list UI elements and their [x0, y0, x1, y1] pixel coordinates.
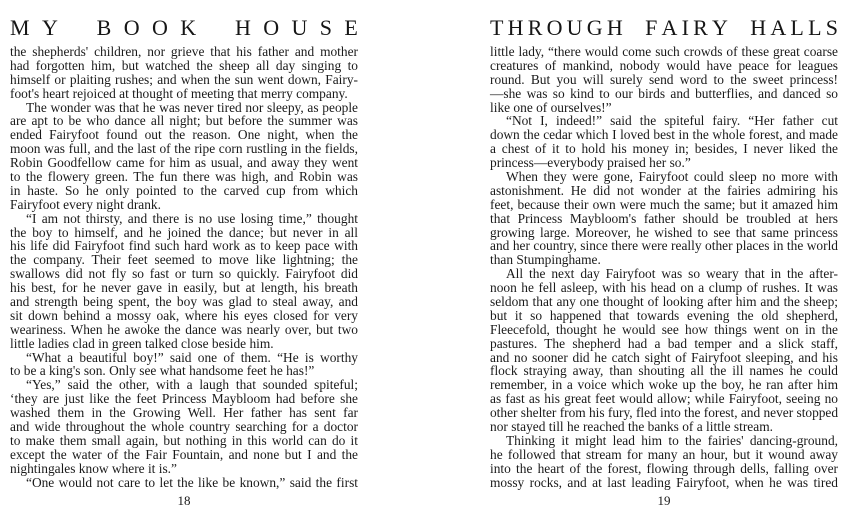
text-line: “Yes,” said the other, with a laugh that sounded spiteful;	[26, 377, 358, 393]
text-line: little lady, “there would come such crowds of these great coarse	[490, 44, 838, 59]
left-page	[10, 0, 358, 518]
text-line: little ladies clad in green talked close beside him.	[10, 335, 274, 351]
text-line: Robin Goodfellow came for him as usual, and away they went	[10, 155, 358, 171]
text-line: his life did Fairyfoot find such hard work as to keep pace with	[10, 238, 358, 254]
text-line: a chest of it to hold his money in; besides, I never liked the	[490, 141, 838, 157]
running-head-letter: H	[750, 15, 767, 40]
running-head-right	[490, 16, 838, 40]
word-gap	[732, 16, 746, 40]
text-line: sit down behind a mossy oak, where his eyes closed for very	[10, 307, 358, 323]
text-line: to be a king's son. Only see what handsome feet he has!”	[10, 363, 315, 379]
text-line: except the water of the Fair Fountain, and none but I and the	[10, 446, 358, 462]
running-head-letter: O	[546, 15, 563, 40]
running-head-letter: T	[490, 15, 504, 40]
running-head-letter: Y	[712, 15, 728, 40]
text-line: When they were gone, Fairyfoot could sleep no more with	[506, 169, 838, 185]
running-head-letter: O	[151, 15, 168, 40]
text-line: his best, for he never gave in easily, but at length, his breath	[10, 280, 358, 296]
text-line: nor stayed till he reached the banks of a little stream.	[490, 419, 773, 435]
text-line: princess—everybody praised her so.”	[490, 155, 691, 171]
running-head-letter: S	[825, 15, 838, 40]
body-text-right	[490, 45, 838, 490]
text-line: “I am not thirsty, and there is no use losing time,” thought	[26, 210, 358, 226]
text-line: other shelter from his fury, fled into the forest, and never stopped	[490, 405, 839, 421]
running-head-letter: U	[566, 15, 583, 40]
text-line: growing large. Moreover, he wished to see that same princess	[490, 224, 838, 240]
running-head-letter: S	[319, 15, 333, 40]
text-line: foot's heart rejoiced at thought of meeting that merry company.	[10, 85, 348, 101]
running-head-letter: O	[123, 15, 140, 40]
text-line: he followed that stream for many an hour, but it wound away	[490, 446, 838, 462]
word-gap	[209, 16, 223, 40]
running-head-letter: R	[693, 15, 708, 40]
running-head-letter: O	[263, 15, 280, 40]
text-line: in haste. So he only pointed to the carved cup from which	[10, 182, 358, 198]
text-line: “What a beautiful boy!” said one of them. “He is worthy	[26, 349, 358, 365]
running-head-letter: I	[681, 15, 689, 40]
text-line: seldom that any one thought of looking after him and the sheep;	[490, 294, 838, 310]
running-head-letter: R	[527, 15, 543, 40]
text-line: remember, in a voice which woke up the boy, he ran after him	[490, 377, 838, 393]
text-line: to the flowery green. The fun there was high, and Robin was	[10, 169, 358, 185]
text-line: the company. Their feet seemed to move like lightning; the	[10, 252, 358, 268]
text-line: flock straying away, than shouting all the ill names he could	[490, 363, 838, 379]
running-head-letter: A	[661, 15, 678, 40]
running-head-letter: H	[606, 15, 623, 40]
running-head-letter: L	[790, 15, 804, 40]
text-line: to make them small again, but nothing in this world can do it	[10, 432, 358, 448]
text-line: feet, because their own were much the same; but it amazed him	[490, 196, 838, 212]
text-line: ‘they are just like the feet Princess Maybloom had before she	[10, 391, 358, 407]
running-head-letter: H	[234, 15, 251, 40]
body-text-left	[10, 45, 358, 490]
text-line: mossy rocks, and at last leading Fairyfoot, when he was tired	[490, 474, 838, 490]
text-line: had forgotten him, but watched the sheep all day singing to	[10, 57, 358, 73]
text-line: himself or plaiting rushes; and when the sun went down, Fairy-	[10, 71, 358, 87]
running-head-letter: F	[645, 15, 658, 40]
running-head-letter: E	[344, 15, 358, 40]
text-line: but it so happened that towards evening the old shepherd,	[490, 307, 838, 323]
running-head-letter: U	[291, 15, 308, 40]
text-line: Fleecefold, thought he would see how things went on in the	[490, 321, 838, 337]
word-gap	[70, 16, 84, 40]
text-line: that Princess Maybloom's father should be troubled at hers	[490, 210, 838, 226]
text-line: nightingales know where it is.”	[10, 460, 177, 476]
running-head-letter: M	[10, 15, 30, 40]
text-line: than Stumpinghame.	[490, 252, 601, 268]
text-line: and her country, since there were really other places in the world	[490, 238, 838, 254]
text-line: weariness. When he awoke the dance was nearly over, but two	[10, 321, 358, 337]
running-head-letter: G	[586, 15, 603, 40]
text-line: and wide throughout the whole country searching for a doctor	[10, 419, 358, 435]
text-line: down the cedar which I loved best in the whole forest, and made	[490, 127, 838, 143]
word-gap	[627, 16, 641, 40]
running-head-letter: B	[96, 15, 112, 40]
text-line: “One would not care to let the like be known,” said the first	[26, 474, 358, 490]
running-head-letter: L	[808, 15, 822, 40]
text-line: and no sooner did he catch sight of Fairyfoot sleeping, and his	[490, 349, 838, 365]
running-head-left	[10, 16, 358, 40]
text-line: Fairyfoot every night drank.	[10, 196, 161, 212]
running-head-letter: Y	[41, 15, 58, 40]
running-head-letter: H	[507, 15, 524, 40]
text-line: into the heart of the forest, flowing through dells, falling over	[490, 460, 838, 476]
text-line: Thinking it might lead him to the fairies' dancing-ground,	[506, 432, 838, 448]
running-head-letter: A	[770, 15, 787, 40]
right-page	[490, 0, 838, 518]
text-line: as fast as his great feet would allow; while Fairyfoot, seeing no	[490, 391, 838, 407]
page-number-right: 19	[657, 493, 671, 508]
text-line: All the next day Fairyfoot was so weary that in the after-	[506, 266, 838, 282]
text-line: round. But you will surely send word to the sweet princess!	[490, 71, 838, 87]
text-line: “Not I, indeed!” said the spiteful fairy. “Her father cut	[506, 113, 838, 129]
text-line: washed them in the Growing Well. Her father has sent far	[10, 405, 358, 421]
text-line: the boy to himself, and he joined the dance; but never in all	[10, 224, 358, 240]
text-line: creatures of mankind, nobody would have peace for leagues	[490, 57, 838, 73]
text-line: are apt to be who dance all night; but before the summer was	[10, 113, 358, 129]
text-line: moon was full, and the last of the ripe corn rustling in the fields,	[10, 141, 358, 157]
text-line: ended Fairyfoot found out the reason. One night, when the	[10, 127, 358, 143]
text-line: the shepherds' children, nor grieve that his father and mother	[10, 44, 358, 59]
text-line: —she was so kind to our birds and butterflies, and danced so	[490, 85, 838, 101]
running-head-letter: K	[180, 15, 197, 40]
text-line: astonishment. He did not wonder at the fairies admiring his	[490, 182, 838, 198]
text-line: noon he fell asleep, with his head on a clump of rushes. It was	[490, 280, 838, 296]
text-line: swallows did not fly so fast or turn so quickly. Fairyfoot did	[10, 266, 358, 282]
text-line: The wonder was that he was never tired nor sleepy, as people	[26, 99, 358, 115]
text-line: like one of ourselves!”	[490, 99, 612, 115]
page-number-left: 18	[177, 493, 191, 508]
text-line: and strength being spent, the boy was glad to steal away, and	[10, 294, 358, 310]
text-line: pastures. The shepherd had a bad temper and a slick staff,	[490, 335, 838, 351]
